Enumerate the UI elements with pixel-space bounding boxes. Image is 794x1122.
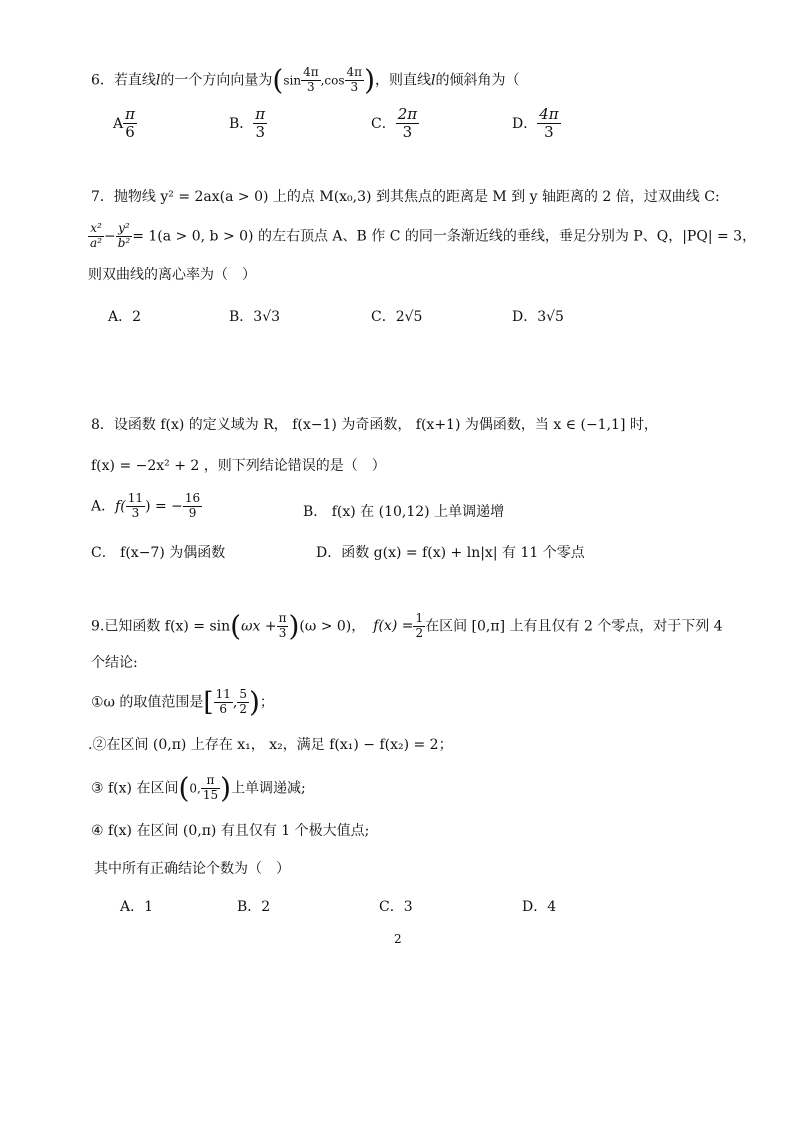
q9-text: 在区间 [0,π] 上有且仅有 2 个零点，对于下列 4 — [425, 618, 723, 635]
bracket-open: [ — [203, 687, 214, 718]
q6-frac2 — [345, 66, 365, 95]
q9-option-c: C．3 — [379, 899, 413, 915]
q8-option-d: D．函数 g(x) = f(x) + ln|x| 有 11 个零点 — [316, 545, 585, 561]
q7-line2-text: = 1(a > 0, b > 0) 的左右顶点 A、B 作 C 的同一条渐近线的垂线，垂足分别为 P、Q，|PQ| = 3， — [132, 228, 757, 245]
frac-den: 3 — [255, 123, 265, 142]
q9-c3-frac — [201, 774, 220, 803]
q9-paren-close: ) — [288, 609, 300, 643]
q9-option-d: D．4 — [522, 899, 557, 915]
frac-num: π — [125, 105, 135, 123]
q9-text: 9.已知函数 f(x) = sin — [91, 618, 231, 635]
q6-text: ，则直线 — [375, 72, 431, 89]
frac-num: π — [255, 105, 266, 123]
frac-den: 3 — [544, 123, 554, 142]
q6-text: 的一个方向向量为 — [160, 72, 273, 89]
q7-line2 — [88, 222, 756, 251]
option-letter: A — [113, 115, 124, 132]
frac-num: 4π — [539, 105, 559, 123]
comma: , — [232, 694, 238, 711]
q9-conclusion-1 — [91, 685, 274, 719]
q6-option-b — [229, 106, 267, 142]
option-letter: B． — [229, 115, 254, 132]
q6-sin: sin — [283, 73, 302, 88]
q9-frac-half — [413, 612, 425, 641]
frac-num: y² — [116, 222, 133, 237]
q7-hyp-frac1 — [88, 222, 104, 251]
q9-option-a: A．1 — [120, 899, 154, 915]
page-number: 2 — [394, 932, 402, 946]
option-frac — [396, 106, 419, 142]
q6-var-l: l — [431, 72, 436, 89]
q6-frac2-den: 3 — [350, 79, 359, 94]
frac-num: π — [201, 774, 220, 789]
q9-text: ； — [259, 694, 274, 711]
q9-line1 — [91, 609, 723, 643]
frac-den: 9 — [188, 505, 197, 520]
frac-num: 2π — [397, 105, 418, 123]
q7-option-c: C．2√5 — [371, 309, 423, 325]
q8-option-c: C． f(x−7) 为偶函数 — [91, 545, 226, 561]
q6-option-c — [371, 106, 419, 142]
q9-text: 上单调递减; — [231, 780, 306, 797]
q9-text: 0, — [189, 781, 201, 796]
q9-text: f(x) = — [373, 618, 414, 635]
option-letter: C． — [371, 115, 396, 132]
q7-option-b: B．3√3 — [229, 309, 281, 325]
paren-open: ( — [178, 771, 190, 805]
q9-conclusion-2: .②在区间 (0,π) 上存在 x₁， x₂，满足 f(x₁) − f(x₂) = 2； — [88, 737, 453, 753]
q6-frac1-den: 3 — [307, 79, 315, 94]
q9-frac-pi3 — [277, 612, 289, 641]
q7-line3: 则双曲线的离心率为（ ） — [88, 267, 256, 283]
paren-close: ) — [220, 771, 232, 805]
frac-num: x² — [88, 222, 104, 237]
q8-line2: f(x) = −2x² + 2 ，则下列结论错误的是（ ） — [91, 458, 386, 474]
q9-line2: 个结论: — [91, 655, 138, 671]
frac-den: 15 — [202, 787, 219, 802]
q8-opta-frac2 — [183, 492, 202, 521]
q8-opta-f: f( — [115, 498, 126, 515]
q6-option-a — [113, 106, 137, 142]
frac-num: π — [278, 611, 287, 625]
q9-c1-frac2 — [237, 688, 249, 717]
frac-num: 11 — [215, 687, 231, 701]
q9-conclusion-3 — [91, 771, 306, 805]
q9-text: ωx + — [241, 618, 277, 635]
q7-minus: − — [103, 228, 116, 245]
q7-option-d: D．3√5 — [512, 309, 564, 325]
frac-den: 2 — [415, 625, 424, 640]
q9-paren-open: ( — [230, 609, 242, 643]
frac-den: 3 — [402, 123, 413, 142]
q6-paren-open: ( — [272, 63, 284, 97]
frac-den: 6 — [125, 123, 135, 142]
option-frac — [123, 106, 137, 142]
q9-ask: 其中所有正确结论个数为（ ） — [94, 861, 290, 877]
q7-line1: 7．抛物线 y² = 2ax(a > 0) 上的点 M(x₀,3) 到其焦点的距离是 M 到 y 轴距离的 2 倍，过双曲线 C: — [91, 189, 720, 205]
q8-opta-eq: ) = − — [145, 498, 183, 515]
option-frac — [537, 106, 560, 142]
q6-paren-close: ) — [364, 63, 375, 97]
frac-num: 5 — [239, 687, 247, 701]
q9-text: (ω > 0)， — [299, 618, 366, 635]
q6-frac1-num: 4π — [303, 65, 319, 79]
q8-option-a — [91, 492, 202, 521]
q8-opta-frac1 — [126, 492, 145, 521]
q6-var-l: l — [155, 72, 161, 89]
q6-stem — [91, 63, 520, 97]
q6-text: 6．若直线 — [91, 72, 156, 89]
q9-c1-frac1 — [214, 688, 233, 717]
option-letter: D． — [512, 115, 538, 132]
q6-cos: ,cos — [320, 73, 345, 88]
q6-frac2-num: 4π — [346, 65, 363, 79]
q7-option-a: A．2 — [108, 309, 142, 325]
q8-line1: 8．设函数 f(x) 的定义域为 R， f(x−1) 为奇函数， f(x+1) 为偶函数，当 x ∈ (−1,1] 时， — [91, 417, 658, 433]
frac-den: a² — [90, 235, 102, 250]
q9-conclusion-4: ④ f(x) 在区间 (0,π) 有且仅有 1 个极大值点; — [91, 823, 370, 839]
q8-option-b: B． f(x) 在 (10,12) 上单调递增 — [303, 504, 505, 520]
q6-option-d — [512, 106, 561, 142]
q9-option-b: B．2 — [237, 899, 271, 915]
frac-den: 2 — [239, 701, 247, 716]
option-letter: A． — [91, 498, 116, 515]
q9-text: ①ω 的取值范围是 — [91, 694, 204, 711]
frac-den: 3 — [131, 505, 140, 520]
q6-frac1 — [301, 66, 321, 95]
frac-den: b² — [117, 235, 131, 250]
frac-den: 3 — [278, 625, 287, 640]
frac-num: 1 — [415, 611, 424, 625]
q6-text: 的倾斜角为（ — [435, 72, 520, 89]
option-frac — [253, 106, 267, 142]
frac-den: 6 — [219, 701, 228, 716]
paren-close: ) — [248, 685, 260, 719]
frac-num: 11 — [127, 491, 144, 505]
q7-hyp-frac2 — [116, 222, 133, 251]
frac-num: 16 — [184, 491, 201, 505]
q9-text: ③ f(x) 在区间 — [91, 780, 179, 797]
